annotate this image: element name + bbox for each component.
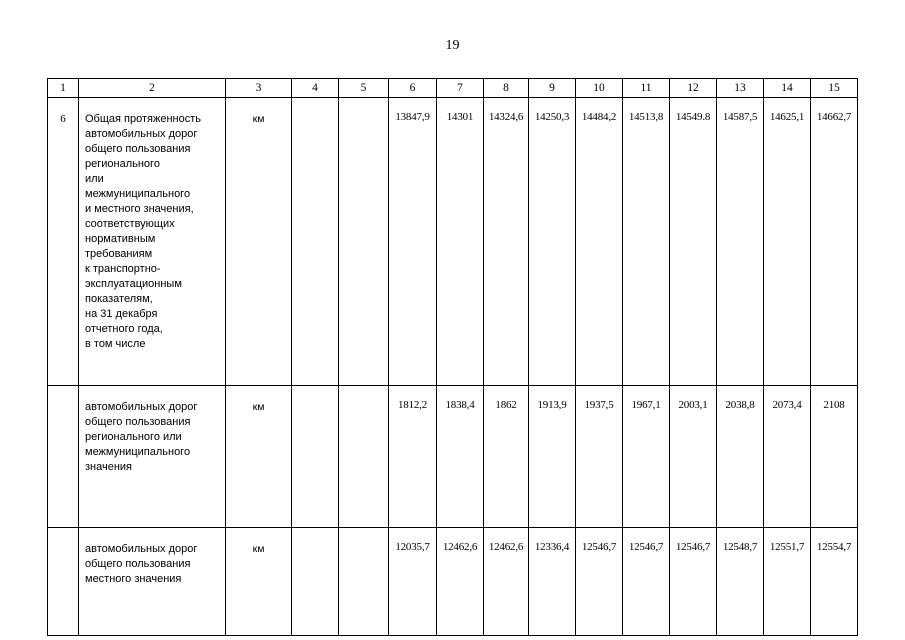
value-cell: 14324,6 xyxy=(484,98,529,386)
column-header: 14 xyxy=(764,79,811,98)
column-header: 13 xyxy=(717,79,764,98)
unit-cell: км xyxy=(226,528,292,636)
table-header-row xyxy=(48,79,858,98)
column-header: 4 xyxy=(292,79,339,98)
column-header: 9 xyxy=(529,79,576,98)
table-row xyxy=(48,528,858,636)
value-cell: 12462,6 xyxy=(437,528,484,636)
value-cell: 12035,7 xyxy=(389,528,437,636)
data-table xyxy=(47,78,858,636)
row-number xyxy=(48,386,79,528)
table-row xyxy=(48,98,858,386)
row-number xyxy=(48,528,79,636)
value-cell: 14662,7 xyxy=(811,98,858,386)
value-cell: 2073,4 xyxy=(764,386,811,528)
empty-cell xyxy=(292,386,339,528)
page-number: 19 xyxy=(445,38,460,53)
value-cell: 12336,4 xyxy=(529,528,576,636)
row-number: 6 xyxy=(48,98,79,386)
empty-cell xyxy=(292,98,339,386)
empty-cell xyxy=(339,528,389,636)
value-cell: 2038,8 xyxy=(717,386,764,528)
value-cell: 14625,1 xyxy=(764,98,811,386)
column-header: 3 xyxy=(226,79,292,98)
value-cell: 1967,1 xyxy=(623,386,670,528)
column-header: 11 xyxy=(623,79,670,98)
value-cell: 14484,2 xyxy=(576,98,623,386)
value-cell: 12462,6 xyxy=(484,528,529,636)
value-cell: 12546,7 xyxy=(576,528,623,636)
value-cell: 2003,1 xyxy=(670,386,717,528)
value-cell: 1913,9 xyxy=(529,386,576,528)
value-cell: 1862 xyxy=(484,386,529,528)
empty-cell xyxy=(339,386,389,528)
column-header: 12 xyxy=(670,79,717,98)
column-header: 1 xyxy=(48,79,79,98)
table-row xyxy=(48,386,858,528)
value-cell: 14513,8 xyxy=(623,98,670,386)
column-header: 10 xyxy=(576,79,623,98)
value-cell: 2108 xyxy=(811,386,858,528)
value-cell: 12551,7 xyxy=(764,528,811,636)
value-cell: 1838,4 xyxy=(437,386,484,528)
column-header: 5 xyxy=(339,79,389,98)
value-cell: 13847,9 xyxy=(389,98,437,386)
column-header: 15 xyxy=(811,79,858,98)
empty-cell xyxy=(292,528,339,636)
value-cell: 14301 xyxy=(437,98,484,386)
indicator-name: автомобильных дорог общего пользования регионального или межмуниципального значения xyxy=(79,386,226,528)
value-cell: 14250,3 xyxy=(529,98,576,386)
value-cell: 12554,7 xyxy=(811,528,858,636)
column-header: 8 xyxy=(484,79,529,98)
value-cell: 1937,5 xyxy=(576,386,623,528)
column-header: 2 xyxy=(79,79,226,98)
indicator-name: автомобильных дорог общего пользования местного значения xyxy=(79,528,226,636)
value-cell: 14587,5 xyxy=(717,98,764,386)
unit-cell: км xyxy=(226,386,292,528)
value-cell: 14549.8 xyxy=(670,98,717,386)
empty-cell xyxy=(339,98,389,386)
column-header: 6 xyxy=(389,79,437,98)
column-header: 7 xyxy=(437,79,484,98)
indicator-name: Общая протяженность автомобильных дорог общего пользования регионального или межмуниципального и местного значения, соответствующих нормативным требованиям к транспортно- эксплуатационным показателям, на 31 декабря отчетного года, в том числе xyxy=(79,98,226,386)
value-cell: 12548,7 xyxy=(717,528,764,636)
value-cell: 12546,7 xyxy=(670,528,717,636)
value-cell: 12546,7 xyxy=(623,528,670,636)
unit-cell: км xyxy=(226,98,292,386)
value-cell: 1812,2 xyxy=(389,386,437,528)
